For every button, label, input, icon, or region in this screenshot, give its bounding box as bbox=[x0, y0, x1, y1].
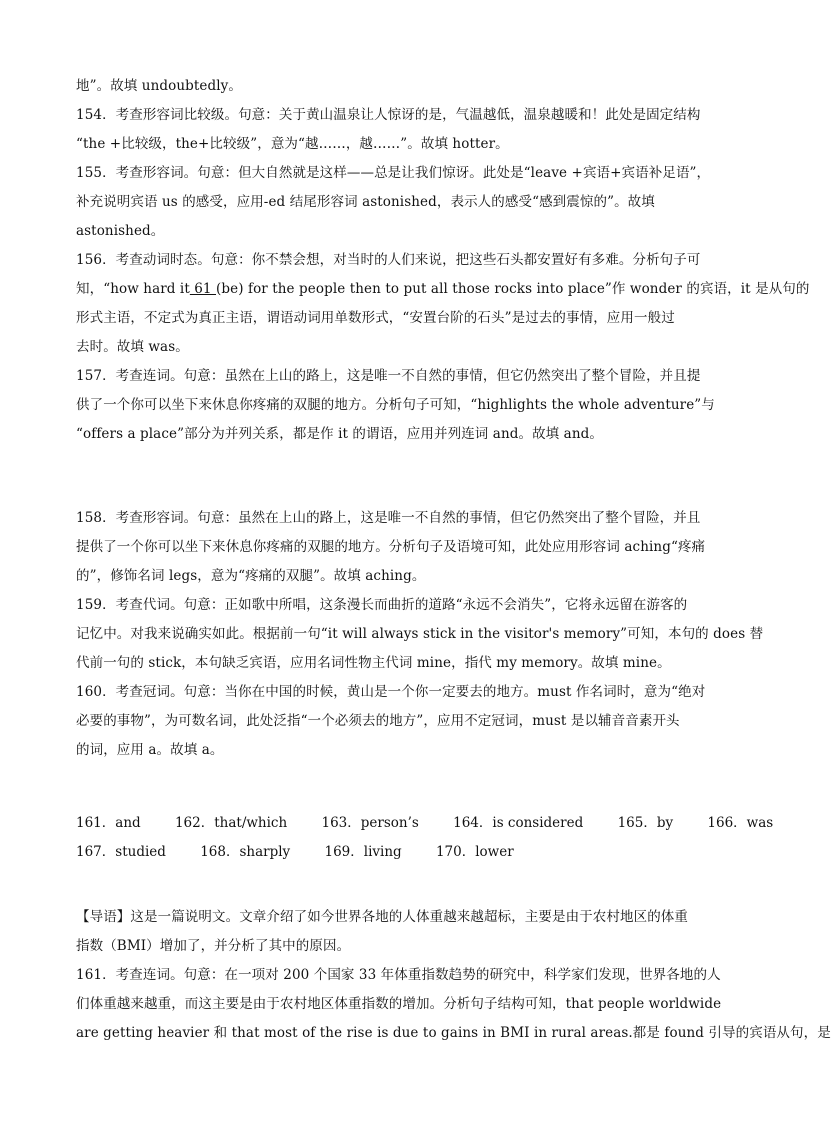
text-line: 补充说明宾语 us 的感受，应用-ed 结尾形容词 astonished，表示人的感受“感到震惊的”。故填 bbox=[76, 194, 655, 210]
text-line: 形式主语，不定式为真正主语，谓语动词用单数形式，“安置台阶的石头”是过去的事情，应用一般过 bbox=[76, 310, 675, 326]
paragraph-160 bbox=[76, 678, 724, 765]
text-line: 156．考查动词时态。句意：你不禁会想，对当时的人们来说，把这些石头都安置好有多难。分析句子可 bbox=[76, 252, 701, 268]
paragraph-159 bbox=[76, 591, 764, 678]
intro-paragraph bbox=[76, 903, 724, 961]
answer-item: 163．person’s bbox=[321, 815, 419, 831]
text-line: 【导语】这是一篇说明文。文章介绍了如今世界各地的人体重越来越超标，主要是由于农村地区的体重 bbox=[76, 909, 688, 925]
answer-item: 168．sharply bbox=[200, 844, 291, 860]
text-line: 记忆中。对我来说确实如此。根据前一句“it will always stick in the visitor's memory”可知，本句的 does 替 bbox=[76, 626, 764, 642]
answer-item: 164．is considered bbox=[453, 815, 584, 831]
blank-61: 61 bbox=[189, 281, 217, 297]
text-line: 159．考查代词。句意：正如歌中所唱，这条漫长而曲折的道路“永远不会消失”，它将永远留在游客的 bbox=[76, 597, 688, 613]
text-segment: (be) for the people then to put all those rocks into place”作 wonder 的宾语，it 是从句的 bbox=[216, 281, 810, 297]
answer-item: 167．studied bbox=[76, 844, 166, 860]
text-line: 155．考查形容词。句意：但大自然就是这样——总是让我们惊讶。此处是“leave +宾语+宾语补足语”， bbox=[76, 165, 711, 181]
text-line: 提供了一个你可以坐下来休息你疼痛的双腿的地方。分析句子及语境可知，此处应用形容词 aching“疼痛 bbox=[76, 539, 706, 555]
text-line: 供了一个你可以坐下来休息你疼痛的双腿的地方。分析句子可知，“highlights the whole adventure”与 bbox=[76, 397, 715, 413]
text-line: “offers a place”部分为并列关系，都是作 it 的谓语，应用并列连词 and。故填 and。 bbox=[76, 426, 603, 442]
paragraph-161 bbox=[76, 961, 831, 1048]
text-line: 代前一句的 stick，本句缺乏宾语，应用名词性物主代词 mine，指代 my memory。故填 mine。 bbox=[76, 655, 671, 671]
paragraph-155 bbox=[76, 159, 724, 246]
text-line: 的词，应用 a。故填 a。 bbox=[76, 742, 224, 758]
paragraph-157 bbox=[76, 362, 724, 449]
answer-key bbox=[76, 809, 803, 867]
text-line: 地”。故填 undoubtedly。 bbox=[76, 78, 242, 94]
answer-item: 169．living bbox=[324, 844, 402, 860]
answer-row bbox=[76, 809, 803, 838]
text-line: 们体重越来越重，而这主要是由于农村地区体重指数的增加。分析句子结构可知，that people worldwide bbox=[76, 996, 722, 1012]
text-line: 160．考查冠词。句意：当你在中国的时候，黄山是一个你一定要去的地方。must 作名词时，意为“绝对 bbox=[76, 684, 706, 700]
paragraph-153-tail bbox=[76, 72, 724, 101]
answer-item: 161．and bbox=[76, 815, 141, 831]
text-line: 158．考查形容词。句意：虽然在上山的路上，这是唯一不自然的事情，但它仍然突出了整个冒险，并且 bbox=[76, 510, 701, 526]
text-line: 154．考查形容词比较级。句意：关于黄山温泉让人惊讶的是，气温越低，温泉越暖和！此处是固定结构 bbox=[76, 107, 701, 123]
text-line: astonished。 bbox=[76, 223, 165, 239]
text-line: 的”，修饰名词 legs，意为“疼痛的双腿”。故填 aching。 bbox=[76, 568, 426, 584]
text-line: 必要的事物”，为可数名词，此处泛指“一个必须去的地方”，应用不定冠词，must 是以辅音音素开头 bbox=[76, 713, 680, 729]
text-line: “the +比较级，the+比较级”，意为“越……，越……”。故填 hotter。 bbox=[76, 136, 509, 152]
text-line: 去时。故填 was。 bbox=[76, 339, 189, 355]
answer-item: 166．was bbox=[707, 815, 774, 831]
paragraph-154 bbox=[76, 101, 724, 159]
paragraph-158 bbox=[76, 504, 724, 591]
answer-item: 162．that/which bbox=[174, 815, 288, 831]
text-line: 157．考查连词。句意：虽然在上山的路上，这是唯一不自然的事情，但它仍然突出了整个冒险，并且提 bbox=[76, 368, 701, 384]
answer-item: 165．by bbox=[617, 815, 674, 831]
answer-row bbox=[76, 838, 803, 867]
text-line: 指数（BMI）增加了，并分析了其中的原因。 bbox=[76, 938, 351, 954]
paragraph-156 bbox=[76, 246, 810, 362]
text-segment: 知，“how hard it bbox=[76, 281, 190, 297]
text-line: 161．考查连词。句意：在一项对 200 个国家 33 年体重指数趋势的研究中，科学家们发现，世界各地的人 bbox=[76, 967, 721, 983]
text-line bbox=[76, 275, 810, 304]
text-line: are getting heavier 和 that most of the rise is due to gains in BMI in rural areas.都是 found 引导的宾语从句，是 bbox=[76, 1025, 831, 1041]
answer-item: 170．lower bbox=[435, 844, 514, 860]
